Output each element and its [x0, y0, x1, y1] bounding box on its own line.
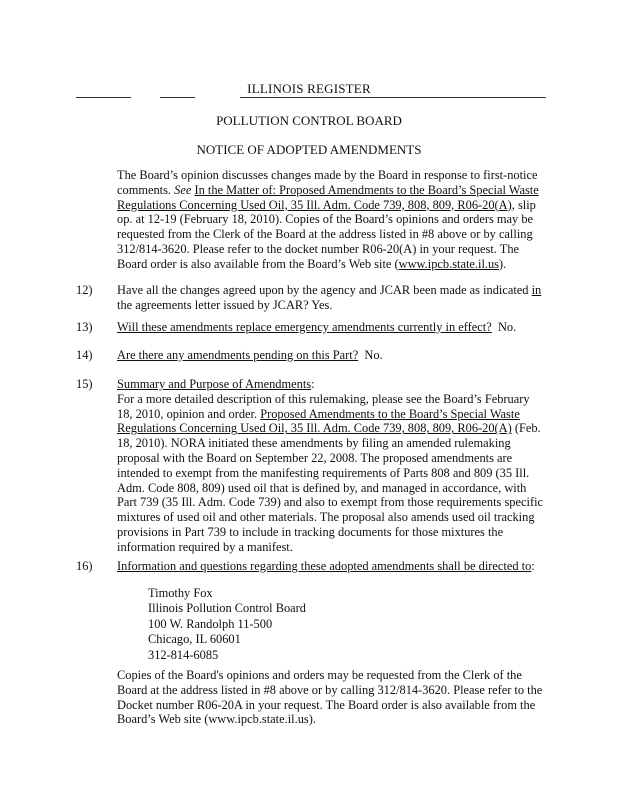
item-15-heading: Summary and Purpose of Amendments: [117, 377, 312, 391]
contact-block: [148, 586, 306, 663]
item-number: 14): [76, 348, 93, 362]
intro-text-1: The Board’s opinion discusses changes made by the Board in response to first-notice comments.: [117, 168, 538, 197]
header-rule-right: [240, 97, 546, 98]
item-12-text-a: Have all the changes agreed upon by the agency and JCAR been made as indicated: [117, 283, 532, 297]
item-13-answer: No.: [497, 320, 517, 334]
contact-phone: 312-814-6085: [148, 647, 219, 662]
item-number: 12): [76, 283, 93, 297]
contact-organization: Illinois Pollution Control Board: [148, 601, 306, 616]
item-13-question: Will these amendments replace emergency amendments currently in effect?: [117, 320, 492, 334]
item-14-question: Are there any amendments pending on this Part?: [117, 348, 359, 362]
item-15-case-title: Proposed Amendments to the Board’s Special Waste Regulations Concerning Used Oil, 35 Ill. Adm. Code 739, 808, 809, R06-20(A): [117, 406, 520, 436]
item-12-text-b: the agreements letter issued by JCAR? Yes.: [117, 297, 333, 312]
see-signal: See: [174, 182, 192, 197]
item-16-text: Information and questions regarding these adopted amendments shall be directed to:: [117, 559, 535, 573]
item-15-body-a: For a more detailed description of this rulemaking, please see the Board’s February 18, 2010, opinion and order.: [117, 391, 530, 421]
contact-city: Chicago, IL 60601: [148, 632, 241, 647]
header-rule-left: [76, 97, 131, 98]
item-12-text: [117, 283, 547, 313]
intro-text-2: , slip op. at 12-19 (February 18, 2010). Copies of the Board’s opinions and orders may be requested from the Clerk of the Board at the address listed in #8 above or by calling 312/814-3620. Please refer to the docket number R06-20(A) in your request. The Board order is also available from the Board’s Web site (: [117, 197, 536, 271]
contact-street: 100 W. Randolph 11-500: [148, 616, 273, 631]
header-rule-mid: [160, 97, 195, 98]
intro-paragraph: [117, 168, 547, 272]
item-15-text: Summary and Purpose of Amendments: For a more detailed description of this rulemaking, please see the Board’s February 18, 2010, opinion and order. Proposed Amendments to the Board’s Special Waste Regulations Concerning Used Oil, 35 Ill. Adm. Code 739, 808, 809, R06-20(A) (Feb. 18, 2010). NORA initiated these amendments by filing an amended rulemaking proposal with the Board on September 22, 2008. The proposed amendments are intended to exempt from the manifesting requirements of Parts 808 and 809 (35 Ill. Adm. Code 808, 809) used oil that is defined by, and managed in accordance, with Part 739 (35 Ill. Adm. Code 739) and also to exempt from those requirements specific mixtures of used oil and other materials. The proposal also amends used oil tracking provisions in Part 739 to include in tracking documents for those mixtures the information required by a manifest.: [117, 377, 544, 554]
notice-title: NOTICE OF ADOPTED AMENDMENTS: [196, 142, 422, 157]
item-number: 13): [76, 320, 93, 334]
closing-paragraph: Copies of the Board's opinions and orders may be requested from the Clerk of the Board at the address listed in #8 above or by calling 312/814-3620. Please refer to the Docket number R06-20A in your request. The Board order is also available from the Board’s Web site (www.ipcb.state.il.us).: [117, 668, 543, 727]
item-12-text-underlined: in: [531, 283, 542, 297]
register-title: ILLINOIS REGISTER: [247, 81, 371, 96]
item-13-text: [117, 320, 547, 335]
item-number: 16): [76, 559, 93, 573]
item-16-heading: Information and questions regarding these adopted amendments shall be directed to: [117, 559, 532, 573]
contact-name: Timothy Fox: [148, 586, 213, 600]
item-14-text: [117, 348, 547, 363]
item-number: 15): [76, 377, 93, 391]
item-15-body-b: (Feb. 18, 2010). NORA initiated these amendments by filing an amended rulemaking proposal with the Board on September 22, 2008. The proposed amendments are intended to exempt from the manifesting requirements of Parts 808 and 809 (35 Ill. Adm. Code 808, 809) used oil that is defined by, and managed in accordance, with Part 739 (35 Ill. Adm. Code 739) and also to exempt from those requirements specific mixtures of used oil and other materials. The proposal also amends used oil tracking provisions in Part 739 to include in tracking documents for those mixtures the information required by a manifest.: [117, 421, 544, 554]
case-title: In the Matter of: Proposed Amendments to the Board’s Special Waste Regulations Concerning Used Oil, 35 Ill. Adm. Code 739, 808, 809, R06-20(A): [117, 182, 539, 212]
board-website-link[interactable]: www.ipcb.state.il.us: [398, 256, 499, 271]
intro-text-3: ).: [499, 256, 507, 271]
register-header: [0, 81, 618, 99]
board-name: POLLUTION CONTROL BOARD: [216, 113, 402, 128]
item-14-answer: No.: [364, 348, 383, 362]
